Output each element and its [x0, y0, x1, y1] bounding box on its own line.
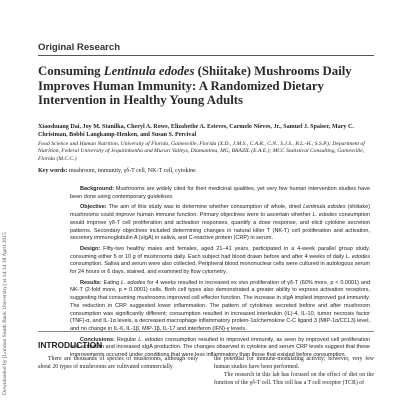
- design-text-b: consumption. Saliva and serum were also collected. Peripheral blood mononuclear cells were cultured in autologous serum for 24 hours or 6 days, stained, and examined by flow cytometry.: [70, 261, 370, 276]
- abstract-rule: [38, 331, 374, 332]
- design-label: Design:: [80, 245, 101, 252]
- abstract-design: [70, 246, 370, 277]
- conclusions-label: Conclusions:: [80, 336, 115, 343]
- title-part2: (Shiitake) Mushrooms Daily Improves Human Immunity: A Randomized Dietary Intervention in Healthy Young Adults: [38, 64, 352, 108]
- design-italic: L. edodes: [345, 253, 370, 260]
- objective-text-c: consumption would improve γδ-T cell proliferation and activation responses, quantify a dose response, and elicit cytokine secretion patterns. Secondary objectives included determining changes in natural killer T (NK-T) cell proliferation and activation, secretory immunoglobulin A (sIgA) in saliva, and C-reactive protein (CRP) in serum.: [70, 212, 370, 242]
- conclusions-italic: L. edodes: [138, 336, 164, 343]
- keywords-label: Key words:: [38, 168, 68, 174]
- objective-text-a: The aim of this study was to determine whether consumption of whole, dried: [106, 204, 304, 211]
- conclusions-text-b: consumption resulted in improved immunity, as seen by improved cell proliferation and activation and increased sIgA production. The changes observed in cytokine and serum CRP levels suggest that these improvements occurred under conditions that were less inflammatory than those that existed before consumption.: [70, 336, 370, 359]
- header-rule: [38, 55, 374, 56]
- download-sidebar: [0, 0, 12, 400]
- introduction-heading: INTRODUCTION: [38, 340, 103, 350]
- right-col-continuation: the potential for immune-modulating activity; however, very few human studies have been performed.: [214, 356, 374, 371]
- results-italic: L. edodes: [120, 279, 146, 286]
- results-text-a: Eating: [101, 279, 121, 286]
- body-right-column: [214, 355, 374, 387]
- abstract: [70, 186, 370, 363]
- affiliations: Food Science and Human Nutrition, University of Florida, Gainesville, Florida (X.D., J.M.S., C.A.R., C.N., S.J.S., B.L.-H., S.S.P.); Department of Nutrition, Federal University of Jequitinhonha and Mucuri Valleys, Diamantina, MG, BRAZIL (E.A.E.); MCC Statistical Consulting, Gainesville, Florida (M.C.C.): [38, 141, 365, 162]
- abstract-results: [70, 280, 370, 334]
- author-list: Xiaoshuang Dai, Joy M. Stanilka, Cheryl A. Rowe, Elizabethe A. Esteves, Carmelo Nieves, Jr., Samuel J. Spaiser, Mary C. Christman, Bobbi Langkamp-Henken, and Susan S. Percival: [38, 124, 354, 138]
- conclusions-text-a: Regular: [114, 336, 139, 343]
- background-label: Background:: [80, 186, 114, 192]
- right-col-paragraph: The research in this lab has focused on the effect of diet on the function of the γδ-T cell. This cell has a T cell receptor (TCR) of: [214, 372, 374, 387]
- article-title: [38, 64, 374, 108]
- keywords: [38, 168, 374, 174]
- abstract-background: [70, 186, 370, 201]
- download-notice: Downloaded by [London South Bank University] at 14:14 18 April 2015: [2, 232, 8, 395]
- results-text-b: for 4 weeks resulted in increased ex vivo proliferation of γδ-T (60% more, p < 0.0001) and NK-T (2-fold more, p = 0.0001) cells. Both cell types also demonstrated a greater ability to express activation receptors, suggesting that consuming mushrooms improved cell effector function. The increase in sIgA implied improved gut immunity. The reduction in CRP suggested lower inflammation. The pattern of cytokines secreted before and after mushroom consumption was significantly different; consumption resulted in increased interleukin (IL)-4, IL-10, tumor necrosis factor (TNF)-α, and IL-1α levels, a decreased macrophage inflammatory protein-1α/chemokine C-C ligand 3 (MIP-1α/CCL3) level, and no change in IL-6, IL-1β, MIP-1β, IL-17 and interferon (IFN)-γ levels.: [70, 279, 370, 332]
- abstract-objective: [70, 204, 370, 243]
- body-left-column: There are thousands of species of mushrooms, although only about 20 types of mushrooms are cultivated commercially: [38, 356, 198, 371]
- title-part1: Consuming: [38, 64, 104, 78]
- objective-italic-2: L. edodes: [312, 212, 337, 219]
- background-text: Mushrooms are widely cited for their medicinal qualities, yet very few human intervention studies have been done using contemporary guidelines.: [70, 186, 370, 200]
- objective-text-b: (shiitake) mushrooms could improve human immune function. Primary objectives were to ascertain whether: [70, 204, 371, 219]
- article-page: [38, 0, 374, 400]
- keywords-list: mushroom, immunity, γδ-T cell, NK-T cell, cytokine: [67, 168, 196, 174]
- design-text-a: Fifty-two healthy males and females, aged 21–41 years, participated in a 4-week parallel group study, consuming either 5 or 10 g of mushrooms daily. Each subject had blood drawn before and after 4 weeks of daily: [70, 245, 370, 260]
- objective-italic-1: Lentinula edodes: [303, 204, 346, 211]
- section-label: Original Research: [38, 42, 121, 53]
- title-italic: Lentinula edodes: [103, 64, 195, 78]
- objective-label: Objective:: [80, 204, 107, 211]
- results-label: Results:: [80, 279, 102, 286]
